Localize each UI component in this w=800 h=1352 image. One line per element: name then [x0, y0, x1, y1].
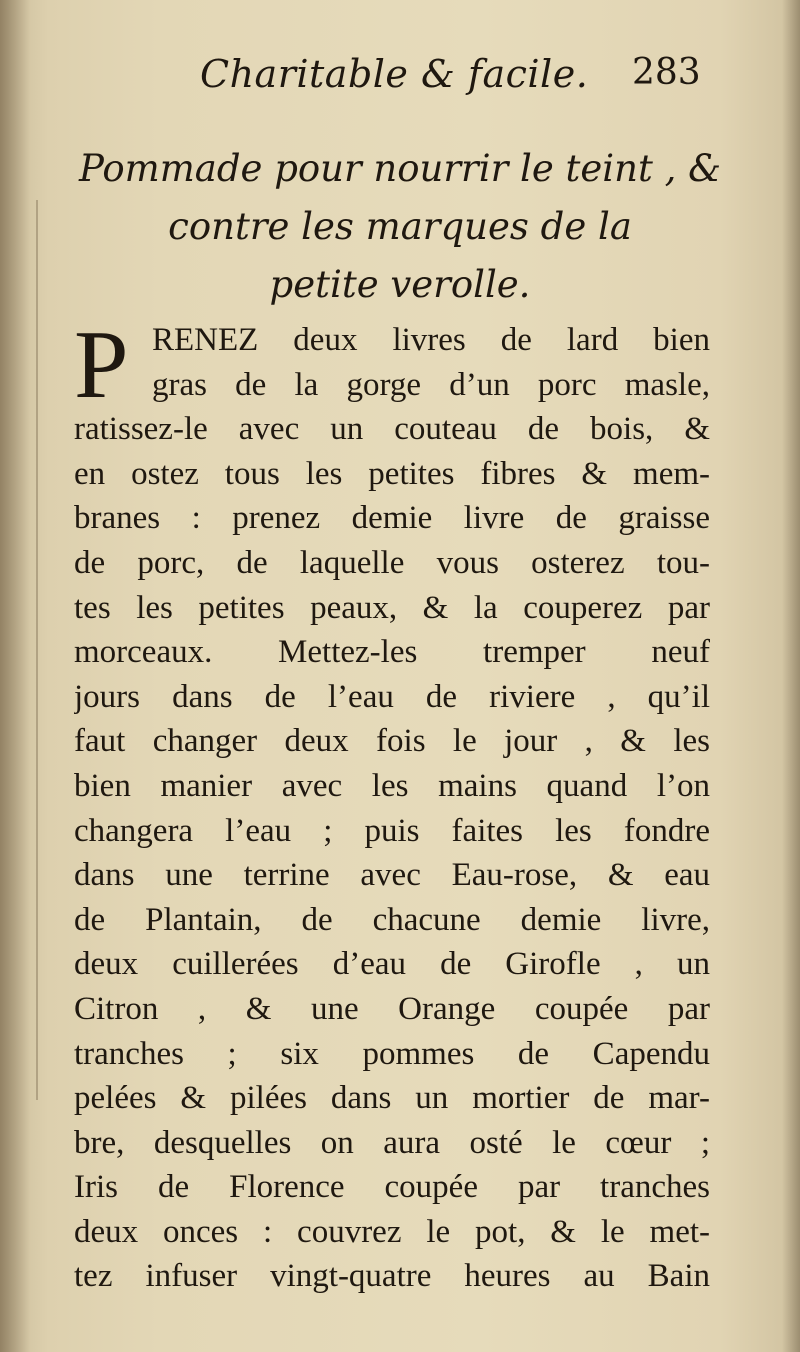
body-line: Iris de Florence coupée par tranches	[74, 1169, 710, 1206]
page-fold-shadow	[36, 200, 38, 1100]
body-line: tes les petites peaux, & la couperez par	[74, 589, 710, 626]
body-line: gras de la gorge d’un porc masle,	[152, 366, 710, 403]
body-line: faut changer deux fois le jour , & les	[74, 723, 710, 760]
body-line: morceaux. Mettez-les tremper neuf	[74, 634, 710, 671]
body-line: RENEZ deux livres de lard bien	[152, 322, 710, 358]
recipe-heading	[60, 140, 740, 314]
body-line: deux cuillerées d’eau de Girofle , un	[74, 946, 710, 983]
body-line: bre, desquelles on aura osté le cœur ;	[74, 1124, 710, 1161]
body-line: branes : prenez demie livre de graisse	[74, 500, 710, 537]
body-line: changera l’eau ; puis faites les fondre	[74, 812, 710, 849]
body-line: Citron , & une Orange coupée par	[74, 990, 710, 1027]
heading-line: petite verolle.	[269, 263, 531, 306]
heading-line: Pommade pour nourrir le teint , &	[78, 147, 722, 190]
running-title: Charitable & facile.	[200, 52, 589, 96]
heading-line: contre les marques de la	[168, 205, 632, 248]
body-line: en ostez tous les petites fibres & mem-	[74, 455, 710, 492]
body-line: dans une terrine avec Eau-rose, & eau	[74, 857, 710, 894]
body-line: de Plantain, de chacune demie livre,	[74, 901, 710, 938]
recipe-body	[74, 311, 710, 1299]
body-line: de porc, de laquelle vous osterez tou-	[74, 544, 710, 581]
body-line: pelées & pilées dans un mortier de mar-	[74, 1080, 710, 1117]
body-line: ratissez-le avec un couteau de bois, &	[74, 411, 710, 448]
body-line: bien manier avec les mains quand l’on	[74, 767, 710, 804]
body-line: tez infuser vingt-quatre heures au Bain	[74, 1258, 710, 1295]
running-head	[0, 52, 800, 112]
body-line: jours dans de l’eau de riviere , qu’il	[74, 678, 710, 715]
page-number: 283	[632, 52, 701, 93]
drop-cap: P	[74, 311, 129, 419]
body-line: tranches ; six pommes de Capendu	[74, 1035, 710, 1072]
body-line: deux onces : couvrez le pot, & le met-	[74, 1213, 710, 1250]
